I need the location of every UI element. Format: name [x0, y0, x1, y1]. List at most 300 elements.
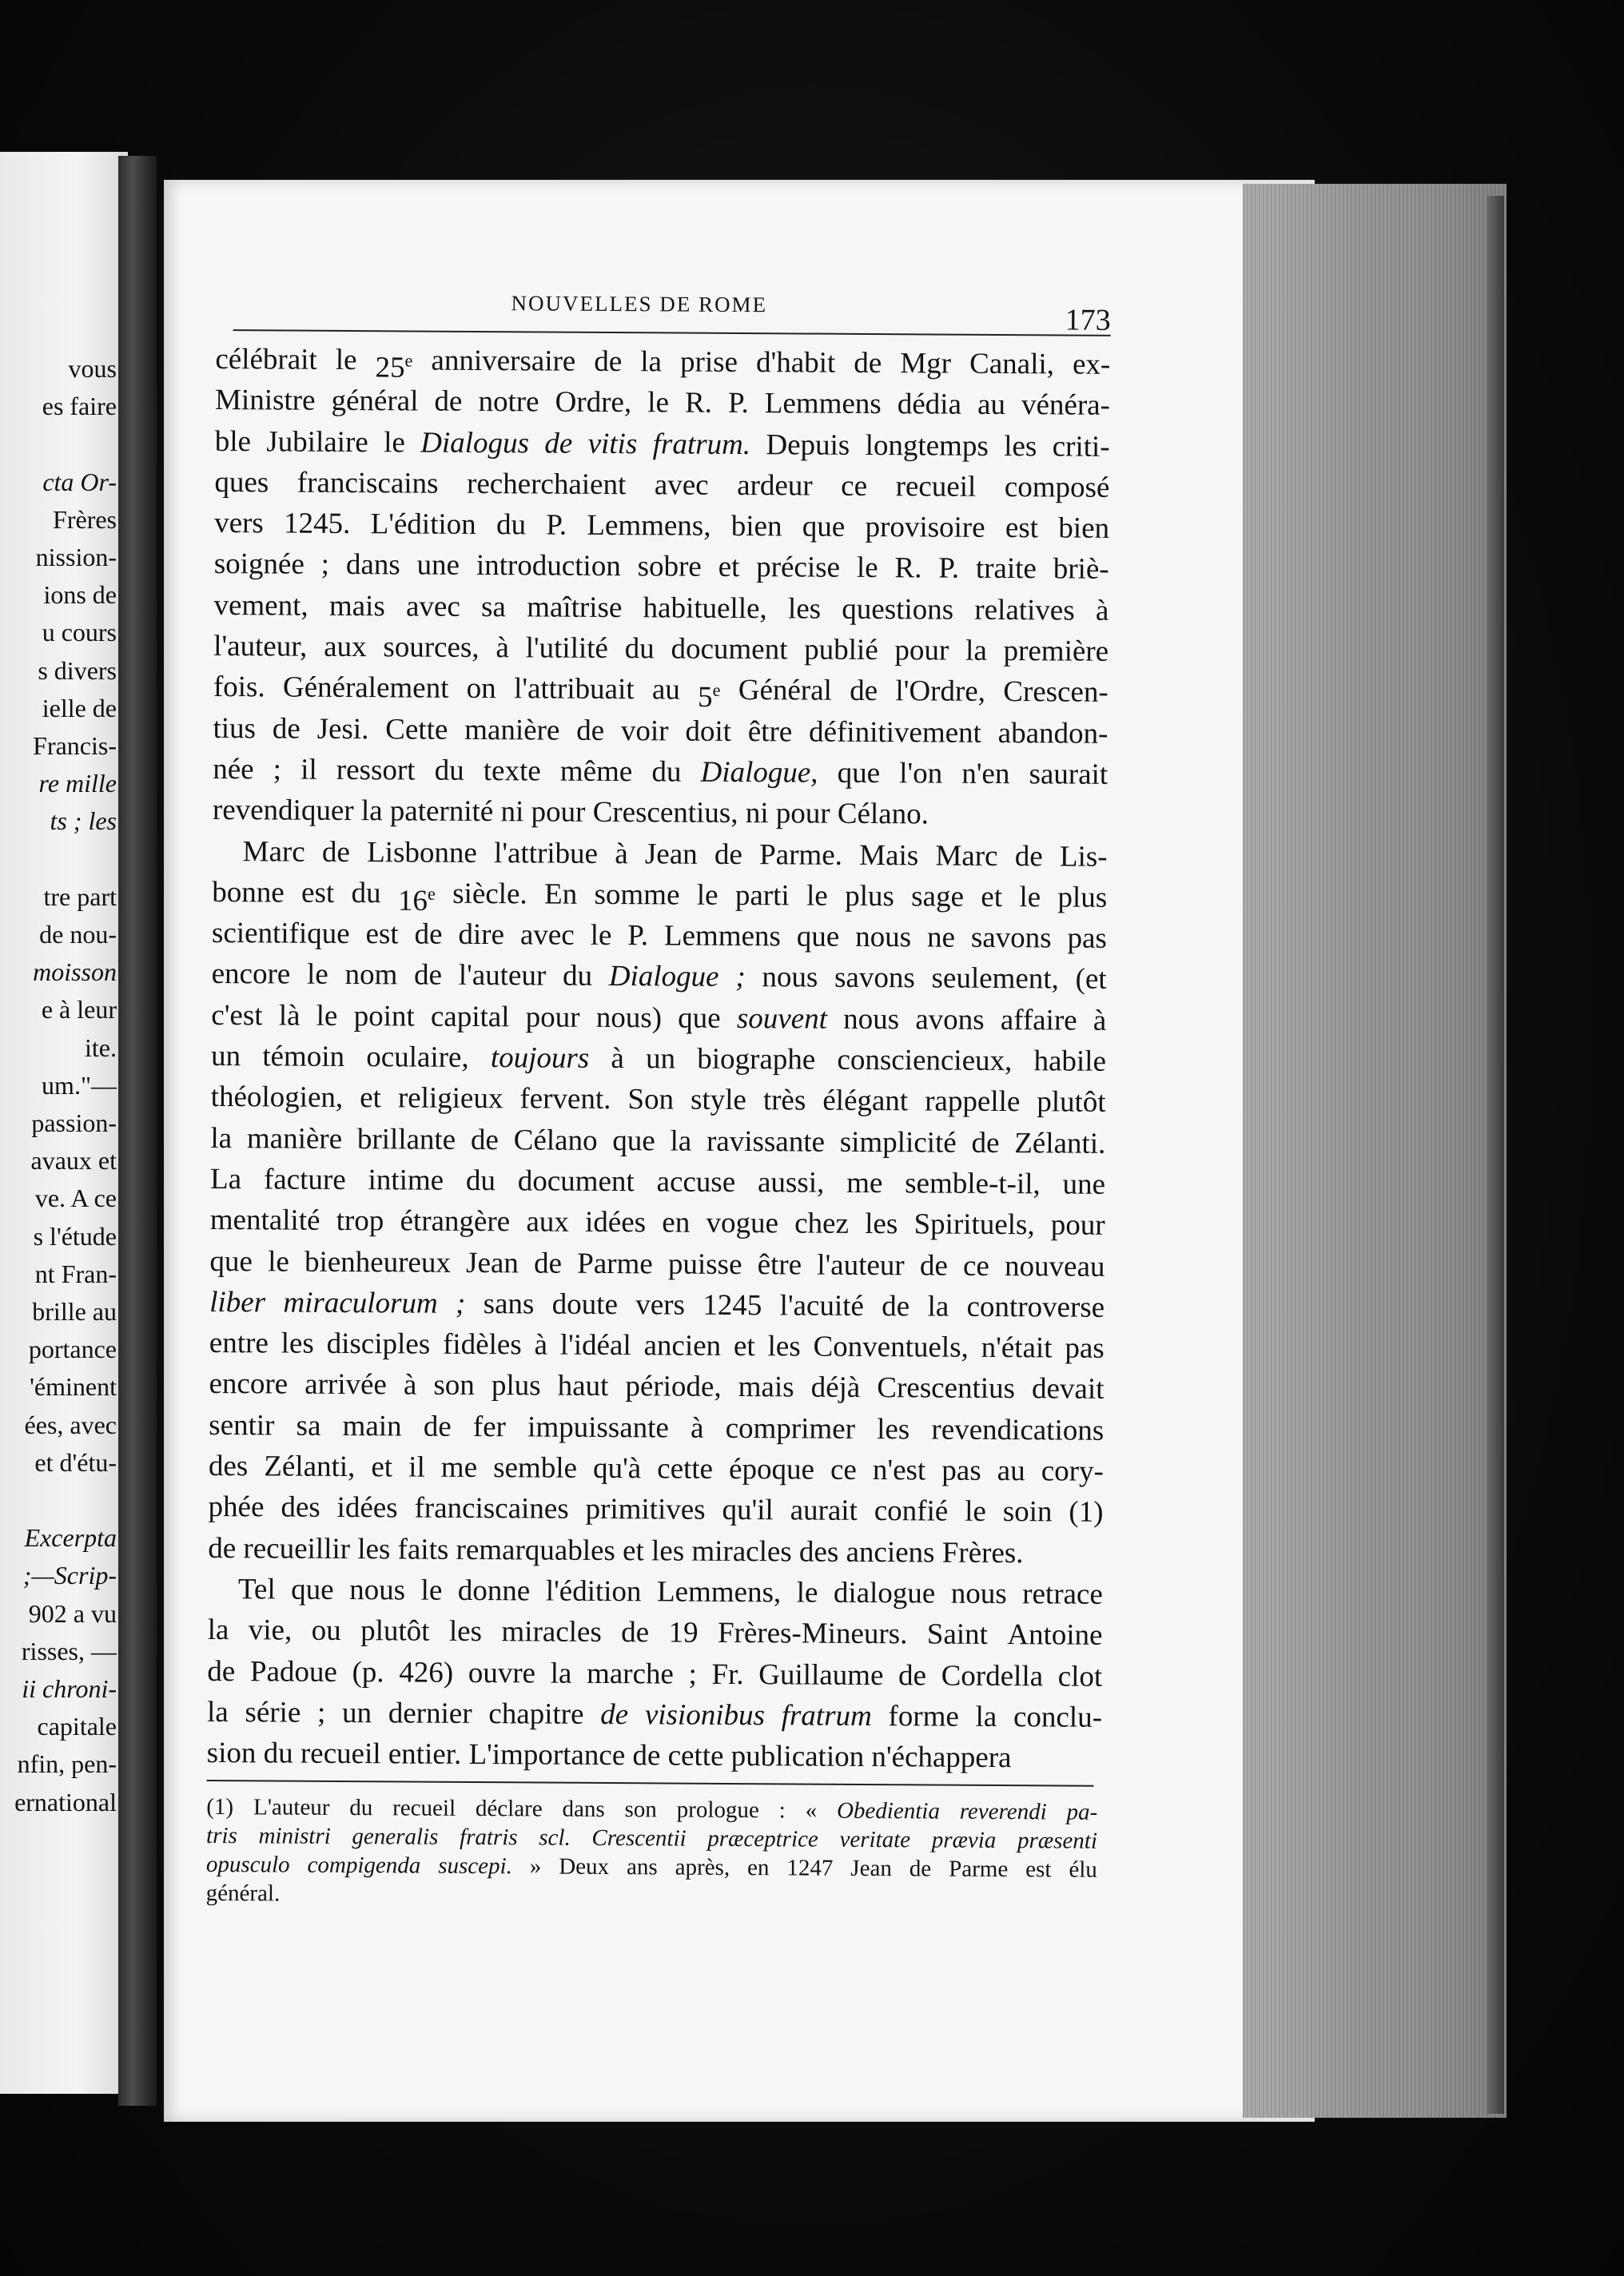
word: document [517, 1164, 635, 1199]
left-page-line: ;—Scrip- [22, 1561, 117, 1590]
left-page-line: 902 a vu [28, 1598, 117, 1628]
word: pas [1067, 921, 1108, 955]
word: Lemmens [764, 387, 882, 421]
left-page-line: moisson [33, 957, 117, 987]
word: sa [480, 590, 507, 624]
word: præceptrice [707, 1826, 818, 1853]
word: Dialogue, [700, 755, 818, 790]
word: que [802, 510, 846, 544]
word: rappelle [925, 1084, 1021, 1119]
left-page-line: ts ; les [50, 806, 117, 836]
word: de [544, 427, 573, 460]
word: et [733, 1330, 755, 1363]
text-line [210, 1159, 1105, 1205]
word: franciscaines [414, 1491, 569, 1526]
word: être [757, 1247, 802, 1282]
word: Parme. [759, 838, 843, 872]
word: de [1014, 839, 1043, 873]
text-line [210, 1200, 1105, 1246]
word: visionibus [644, 1698, 766, 1733]
text-line [215, 339, 1110, 385]
text-line [213, 626, 1109, 672]
word: dans [345, 548, 400, 582]
word: la [550, 1657, 572, 1690]
text-line [215, 421, 1110, 468]
word: provisoire [865, 511, 985, 545]
word: scl. [539, 1824, 571, 1852]
word: d'habit [755, 346, 836, 380]
word: ce [962, 1249, 990, 1283]
word: forme [888, 1699, 959, 1733]
word: que [678, 1001, 721, 1035]
text-line [213, 790, 1108, 836]
word: pour [531, 795, 586, 830]
header-rule [233, 329, 1111, 336]
word: le [306, 958, 328, 992]
left-page-line: ées, avec [24, 1410, 117, 1439]
word: de [208, 1531, 237, 1565]
word: Crescen- [1003, 675, 1109, 710]
word: miraculorum [283, 1286, 438, 1320]
word: anciens [846, 1535, 935, 1570]
word: Mgr [900, 347, 952, 380]
word: dialogue [833, 1576, 936, 1610]
word: l'auteur [458, 959, 547, 993]
text-line [214, 503, 1109, 549]
word: anniversaire [431, 344, 576, 378]
word: vitis [587, 427, 638, 460]
word: est [365, 917, 399, 951]
word: n'est [872, 1454, 926, 1487]
word: de [434, 384, 463, 419]
word: le [384, 425, 405, 460]
text-line [211, 995, 1106, 1041]
word: à [403, 1368, 417, 1402]
word: idées [584, 1206, 647, 1239]
word: à [1093, 1004, 1107, 1037]
word: de [413, 958, 443, 993]
word: doute [551, 1287, 619, 1321]
word: semble [493, 1451, 578, 1485]
word: de [576, 714, 605, 747]
word: 1247 [786, 1855, 834, 1882]
word: les [651, 1534, 685, 1568]
word: pour [775, 797, 830, 830]
word: sources, [383, 631, 480, 665]
left-page-line: 'éminent [30, 1372, 117, 1402]
body-text [207, 339, 1111, 1779]
word: Depuis [766, 428, 850, 462]
running-title: NOUVELLES DE ROME [511, 291, 768, 317]
word: l'attribue [493, 836, 599, 870]
word: avec [654, 468, 709, 502]
word: l'attribuait [513, 672, 635, 706]
word: que [796, 920, 840, 953]
word: mais [738, 1371, 794, 1404]
text-line [211, 1036, 1106, 1082]
word: ; [273, 753, 282, 786]
word: Parme [949, 1856, 1009, 1883]
left-page-line: Francis- [33, 731, 117, 760]
word: biographe [697, 1042, 816, 1076]
word: élu [1069, 1856, 1097, 1884]
word: aux [526, 1205, 569, 1239]
word: Antoine [1007, 1618, 1103, 1653]
word: (p. [352, 1655, 384, 1689]
word: du [351, 876, 381, 910]
word: plutôt [1037, 1085, 1106, 1120]
word: recueil [392, 1795, 456, 1822]
word: en [662, 1206, 691, 1239]
word: Tel [237, 1573, 276, 1606]
word: Parme [577, 1247, 653, 1280]
left-page-line: ii chroni- [22, 1674, 117, 1703]
word: » [529, 1853, 542, 1880]
word: Lemmens [663, 919, 781, 953]
word: nous [855, 921, 912, 954]
word: n'échappera [871, 1741, 1012, 1775]
word: à [534, 1328, 548, 1362]
word: fervent. [519, 1082, 611, 1116]
word: saurait [1029, 758, 1109, 791]
word: document [671, 632, 788, 666]
word: c'est [211, 998, 263, 1033]
word: les [877, 1412, 910, 1446]
word: ; [735, 961, 746, 994]
word: Lemmens, [587, 509, 711, 543]
left-page-line: nfin, pen- [17, 1749, 117, 1779]
word: fer [472, 1410, 507, 1443]
text-line [212, 872, 1107, 918]
word: ans [626, 1854, 658, 1880]
word: de [854, 346, 882, 380]
word: En [543, 877, 578, 911]
word: L'édition [370, 507, 476, 542]
word: relatives [974, 593, 1075, 627]
word: vement, [213, 588, 308, 623]
word: vie, [248, 1613, 293, 1647]
word: de [594, 344, 623, 379]
word: bien [730, 510, 782, 543]
word: sage [911, 880, 965, 913]
word: n'était [981, 1331, 1053, 1365]
word: les [357, 1532, 391, 1566]
left-page-line: portance [28, 1335, 117, 1364]
word: l'acuité [779, 1289, 865, 1323]
word: série [245, 1696, 301, 1729]
left-page-line: de nou- [39, 920, 117, 949]
word: confié [874, 1494, 949, 1528]
word: la [927, 1290, 949, 1323]
word: du [465, 1164, 496, 1198]
word: 1245. [283, 507, 351, 541]
word: Zélanti. [1014, 1126, 1106, 1160]
word: nous [349, 1573, 406, 1607]
word: de [621, 1616, 650, 1649]
left-page-line: risses, — [21, 1636, 117, 1665]
word: période, [625, 1370, 722, 1404]
word: style [690, 1083, 747, 1117]
word: opusculo [205, 1852, 290, 1878]
word: nous) [595, 1001, 663, 1035]
word: publication [730, 1740, 865, 1774]
text-line [213, 708, 1108, 754]
left-page-line: ve. A ce [34, 1184, 117, 1213]
word: il [301, 753, 317, 786]
word: composé [1004, 470, 1110, 504]
word: ni [500, 795, 524, 829]
word: le [806, 879, 828, 913]
word: au [651, 673, 680, 706]
word: prævia [931, 1827, 997, 1854]
word: 426) [399, 1655, 454, 1689]
left-page-line: passion- [31, 1108, 117, 1137]
word: Conventuels, [813, 1330, 969, 1364]
word: suscepi. [438, 1853, 512, 1880]
word: sion [206, 1737, 257, 1770]
word: fratris [459, 1824, 518, 1851]
text-line [209, 1446, 1104, 1492]
word: soin [1002, 1495, 1053, 1529]
text-line [214, 462, 1109, 508]
word: en [746, 1855, 770, 1881]
word: le [965, 1495, 986, 1529]
word: traite [975, 552, 1037, 586]
word: fratrum. [652, 427, 751, 461]
word: Saint [926, 1617, 989, 1652]
word: marche [586, 1657, 675, 1691]
word: l'on [899, 757, 943, 790]
left-page-line: avaux et [30, 1146, 117, 1176]
word: le [796, 1576, 818, 1610]
word: tris [206, 1823, 237, 1849]
word: ble [214, 424, 252, 458]
text-line [215, 380, 1110, 426]
word: le [647, 386, 670, 420]
word: de [971, 1126, 1000, 1160]
word: du [496, 508, 527, 542]
word: un [645, 1042, 676, 1076]
word: de [714, 838, 743, 871]
word: præsenti [1017, 1828, 1098, 1855]
word: vers [214, 507, 264, 540]
word: (1) [206, 1794, 234, 1820]
word: ce [841, 469, 868, 503]
word: miracles [501, 1615, 602, 1649]
left-page-line: ite. [85, 1033, 117, 1062]
word: scientifique [211, 917, 350, 951]
word: toujours [490, 1041, 590, 1075]
word: la [975, 1700, 997, 1733]
word: 16e [397, 883, 436, 917]
word: haut [557, 1370, 609, 1403]
word: Obedientia [836, 1798, 940, 1824]
word: déjà [810, 1371, 861, 1405]
text-line [214, 543, 1109, 590]
left-page-line: um."— [42, 1070, 117, 1100]
word: ; [455, 1287, 466, 1320]
text-line [211, 1076, 1106, 1123]
word: de [533, 1246, 563, 1280]
word: accuse [656, 1165, 736, 1199]
word: maîtrise [527, 591, 623, 624]
text-line [209, 1282, 1105, 1328]
word: ravissante [706, 1124, 826, 1159]
word: de [470, 1123, 500, 1156]
word: les [787, 592, 822, 626]
left-page-line: e à leur [41, 995, 117, 1025]
word: brillante [356, 1122, 456, 1156]
word: siècle. [452, 877, 527, 911]
word: doit [685, 714, 732, 748]
word: aurait [790, 1494, 858, 1528]
word: du [434, 754, 464, 787]
text-line [209, 1405, 1104, 1451]
word: compigenda [307, 1852, 421, 1879]
word: Son [627, 1083, 675, 1116]
word: de [850, 674, 878, 708]
word: sobre [637, 550, 702, 584]
text-line [213, 585, 1109, 631]
text-line [209, 1323, 1105, 1369]
word: seulement, [931, 961, 1059, 996]
word: ancien [643, 1329, 722, 1363]
word: veritate [839, 1827, 911, 1853]
word: puisse [667, 1247, 742, 1281]
text-line [213, 666, 1109, 713]
word: (et [1075, 963, 1107, 997]
word: la [670, 1124, 692, 1158]
word: général. [205, 1880, 281, 1907]
word: de [882, 1289, 910, 1323]
word: R. [684, 386, 713, 420]
word: savons [834, 961, 915, 995]
word: Dialogus [420, 426, 530, 460]
word: vénéra- [1021, 388, 1111, 423]
running-head [216, 280, 1111, 337]
word: des [208, 1449, 249, 1483]
word: des [281, 1490, 320, 1525]
word: bonne [212, 875, 285, 909]
word: un [341, 1696, 372, 1730]
word: ne [926, 921, 956, 954]
word: habile [1033, 1044, 1107, 1078]
word: est [1005, 511, 1039, 545]
word: Ministre [214, 384, 316, 418]
word: de [632, 1739, 661, 1773]
word: Zélanti, [264, 1450, 356, 1484]
word: ; [688, 1657, 697, 1691]
text-line [209, 1363, 1104, 1410]
word: bien [1058, 511, 1110, 546]
word: 1245 [703, 1288, 762, 1323]
word: témoin [262, 1040, 345, 1074]
word: Mais [859, 838, 919, 872]
word: ministri [258, 1823, 331, 1850]
word: encore [211, 957, 291, 992]
left-page-line: s l'étude [33, 1221, 117, 1251]
word: devait [1031, 1372, 1105, 1407]
word: de [423, 1410, 452, 1443]
word: R. [894, 551, 922, 585]
word: paternité [389, 794, 494, 829]
word: Cette [385, 712, 448, 746]
word: et [718, 551, 740, 584]
word: P. [938, 552, 960, 586]
word: Guillaume [758, 1657, 884, 1692]
word: l'édition [545, 1574, 642, 1609]
word: conclu- [1013, 1700, 1103, 1734]
word: la [210, 1121, 233, 1155]
word: aux [324, 630, 367, 664]
word: ouvre [468, 1656, 536, 1689]
left-page-line: capitale [37, 1712, 117, 1741]
word: à [690, 1411, 704, 1445]
word: 5e [697, 680, 721, 714]
word: prise [679, 345, 738, 379]
word: longtemps [865, 428, 989, 463]
word: sans [483, 1287, 535, 1321]
word: général [331, 384, 419, 418]
word: du [349, 1795, 373, 1821]
left-page-line: u cours [42, 618, 117, 647]
footnote-rule [207, 1780, 1094, 1787]
word: vogue [706, 1207, 779, 1240]
word: Spirituels, [914, 1208, 1035, 1242]
word: et [981, 880, 1003, 913]
word: mais [328, 589, 385, 623]
word: Fr. [711, 1657, 744, 1691]
word: Crescentius, [592, 796, 738, 830]
word: soignée [213, 547, 304, 582]
previous-page-fragment [0, 152, 128, 2094]
word: une [416, 549, 460, 583]
word: cette [657, 1452, 714, 1486]
word: controverse [966, 1290, 1105, 1324]
word: même [559, 754, 633, 789]
left-page-line: ielle de [42, 693, 117, 722]
word: retrace [1022, 1578, 1103, 1611]
word: prologue [676, 1797, 759, 1824]
text-line [212, 831, 1107, 877]
word: précise [756, 551, 841, 585]
word: plus [1057, 881, 1108, 914]
word: ce [830, 1453, 858, 1486]
word: Célano. [837, 798, 929, 831]
word: dire [458, 918, 505, 952]
word: son [433, 1369, 476, 1403]
word: ques [214, 465, 269, 499]
word: la [965, 634, 987, 667]
word: de [600, 1697, 629, 1731]
left-page-line: re mille [38, 769, 117, 798]
word: Dialogue [608, 960, 719, 994]
word: remarquables [456, 1533, 615, 1567]
word: il [408, 1450, 425, 1484]
word: Marc [935, 839, 998, 873]
word: trop [336, 1204, 384, 1238]
word: encore [209, 1367, 289, 1401]
word: au [977, 388, 1006, 422]
word: recherchaient [466, 467, 627, 502]
word: Lis- [1059, 840, 1108, 873]
word: de [272, 712, 301, 746]
word: ; [320, 548, 330, 582]
word: reverendi [959, 1799, 1047, 1825]
word: l'idéal [559, 1328, 631, 1363]
left-page-line: tre part [43, 881, 117, 911]
word: qu'il [722, 1494, 774, 1527]
